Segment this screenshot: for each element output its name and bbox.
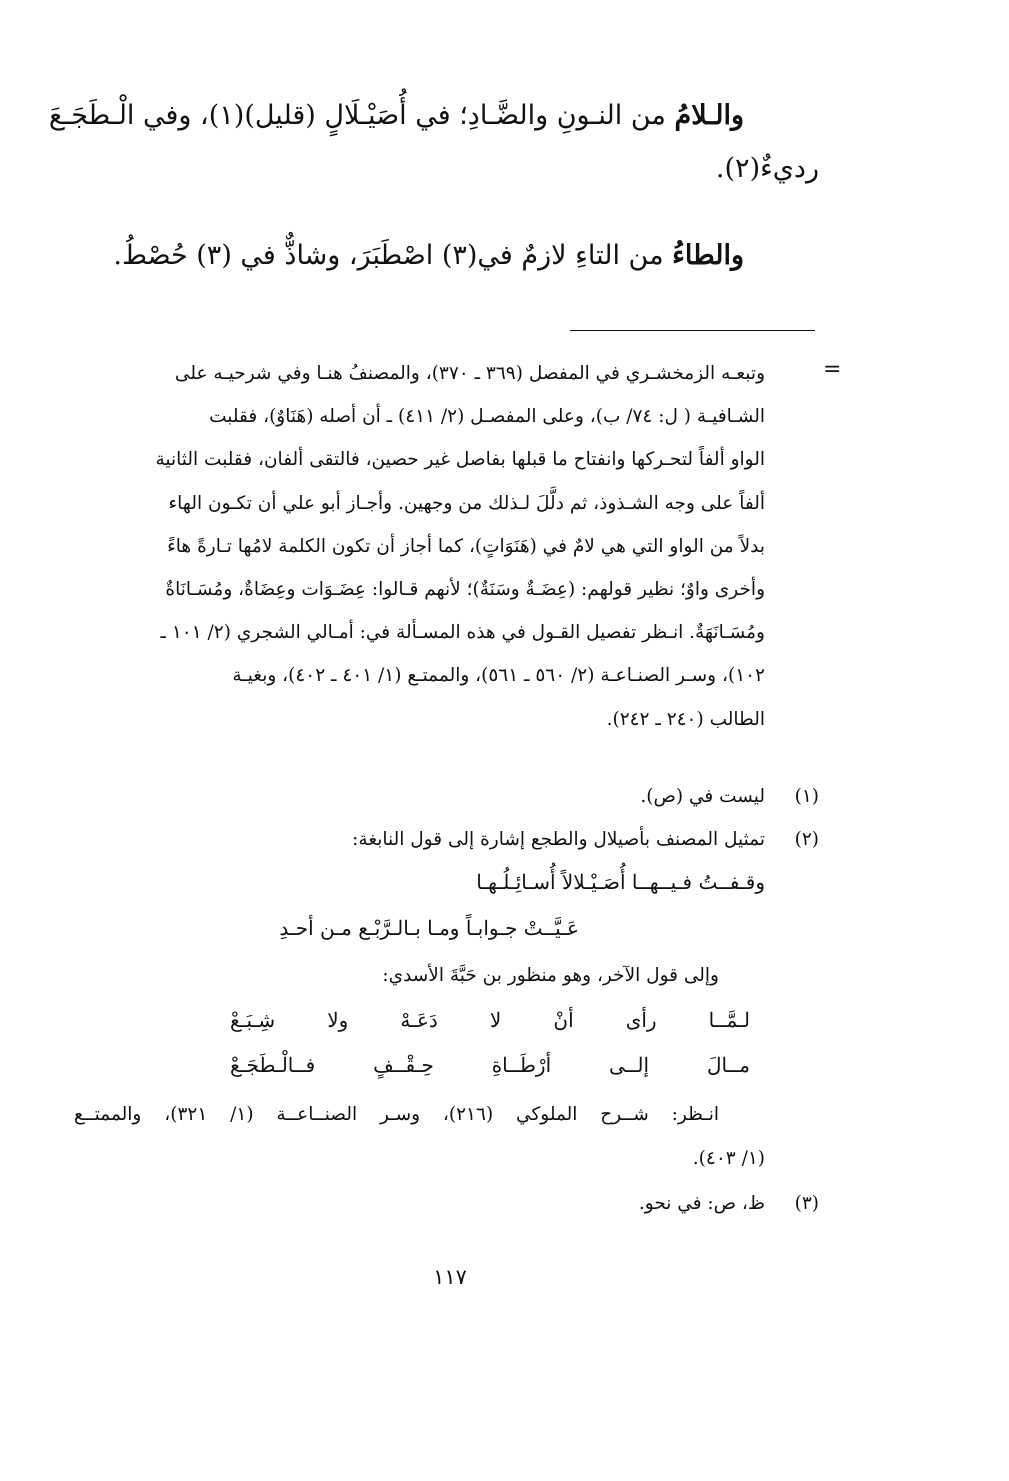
keyword-lam: والـلامُ bbox=[674, 100, 744, 131]
verse-2-intro: وإلى قول الآخر، وهو منظور بن حَبَّةَ الأسدي: bbox=[382, 965, 719, 986]
continued-footnote-line: ألفاً على وجه الشـذوذ، ثم دلَّلَ لـذلك من وجهين. وأجـاز أبو علي أن تكـون الهاء bbox=[168, 492, 765, 514]
verse-word: رأى bbox=[625, 1008, 657, 1032]
verse-word: إلــى bbox=[609, 1053, 650, 1077]
continued-footnote-line: ١٠٢)، وسـر الصنـاعـة (٢/ ٥٦٠ ـ ٥٦١)، والممتـع (١/ ٤٠١ ـ ٤٠٢)، وبغيـة bbox=[232, 665, 765, 687]
main-text-line-3-rest: من التاءِ لازمٌ في(٣) اصْطَبَرَ، وشاذٌّ في (٣) حُصْطُ. bbox=[113, 240, 664, 271]
continued-footnote-line: الشـافيـة ( ل: ٧٤/ ب)، وعلى المفصـل (٢/ ٤١١) ـ أن أصله (هَنَاوٌ)، فقلبت bbox=[209, 406, 765, 428]
footnote-3-text: ظ، ص: في نحو. bbox=[638, 1193, 765, 1214]
footnote-2-text: تمثيل المصنف بأصيلال والطجع إشارة إلى قول النابغة: bbox=[352, 829, 765, 850]
continuation-marker: = bbox=[823, 357, 842, 382]
footnote-2-references-line-2: (١/ ٤٠٣). bbox=[692, 1148, 765, 1169]
verse-word: حِـقْــفٍ bbox=[373, 1053, 434, 1077]
footnote-3-number: (٣) bbox=[794, 1193, 819, 1214]
continued-footnote-line: وتبعـه الزمخشـري في المفصل (٣٦٩ ـ ٣٧٠)، والمصنفُ هنـا وفي شرحيـه على bbox=[174, 363, 765, 384]
continued-footnote-line: بدلاً من الواو التي هي لامٌ في (هَنَوَاتٍ)، كما أجاز أن تكون الكلمة لامُها تـارةً هاءً bbox=[167, 535, 765, 557]
continued-footnote-line: وأخرى واوٌ؛ نظير قولهم: (عِضَـةٌ وسَنَةٌ)؛ لأنهم قـالوا: عِضَـوَات وعِضَاةٌ، ومُسَـانَاةٌ bbox=[165, 579, 765, 601]
verse-1-line-2: عَـيَّــتْ جـوابـاً ومـا بـالـرَّبْـع مـن أحـدِ bbox=[279, 916, 579, 940]
verse-word: شِـبَـعْ bbox=[230, 1008, 276, 1032]
verse-2-line-2 bbox=[230, 1053, 750, 1077]
footnote-divider bbox=[570, 330, 815, 331]
main-text-line-3 bbox=[113, 240, 744, 271]
keyword-taa: والطاءُ bbox=[672, 240, 744, 271]
continued-footnote-line: الواو ألفاً لتحـركها وانفتاح ما قبلها بفاصل غير حصين، فالتقى ألفان، فقلبت الثانية bbox=[155, 449, 765, 471]
verse-word: أنْ bbox=[553, 1008, 574, 1032]
continued-footnote bbox=[74, 352, 765, 741]
continued-footnote-line: ومُسَـانَهَةٌ. انـظر تفصيل القـول في هذه المسـألة في: أمـالي الشجري (٢/ ١٠١ ـ bbox=[160, 622, 765, 644]
verse-word: فــالْـطَجَـعْ bbox=[230, 1053, 316, 1077]
main-text-line-1-rest: من النـونِ والضَّـادِ؛ في أُصَيْـلَالٍ (قليل)(١)، وفي الْـطَجَـعَ bbox=[48, 100, 666, 131]
footnote-2-references-line-1: انـظر: شــرح الملوكي (٢١٦)، وسـر الصنــاعــة (١/ ٣٢١)، والممتــع bbox=[74, 1104, 719, 1125]
footnote-1-number: (١) bbox=[794, 786, 819, 807]
footnote-1-text: ليست في (ص). bbox=[640, 786, 765, 807]
main-text-line-2: رديءٌ(٢). bbox=[715, 153, 819, 184]
verse-word: لا bbox=[489, 1008, 502, 1032]
verse-word: مــالَ bbox=[706, 1053, 750, 1077]
continued-footnote-line: الطالب (٢٤٠ ـ ٢٤٢). bbox=[606, 708, 765, 730]
page-number: ١١٧ bbox=[433, 1265, 467, 1289]
verse-word: لـمَّــا bbox=[708, 1008, 750, 1032]
main-text-line-1 bbox=[48, 100, 744, 131]
verse-word: أرْطَــاةِ bbox=[491, 1053, 552, 1077]
verse-1-line-1: وقـفــتُ فـيــهــا أُصَـيْـلالاً أُسـائِـلُـهـا bbox=[476, 870, 765, 894]
verse-2-line-1 bbox=[230, 1008, 750, 1032]
verse-word: ولا bbox=[327, 1008, 349, 1032]
footnote-2-number: (٢) bbox=[794, 829, 819, 850]
verse-word: دَعَـهْ bbox=[400, 1008, 438, 1032]
